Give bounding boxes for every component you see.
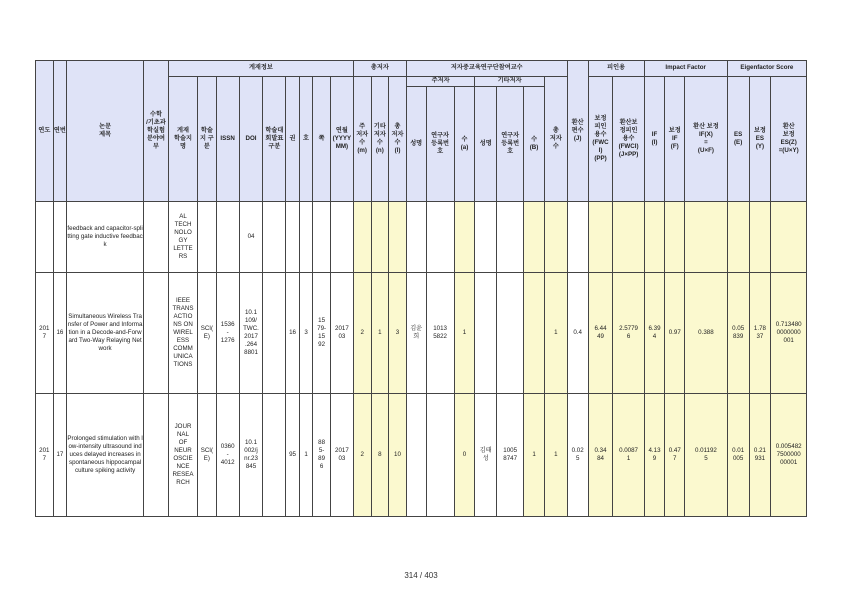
cell-field [144,202,169,273]
cell-seq [53,202,67,273]
header-es-conv: 환산 보정 ES(Z) =(U×Y) [771,77,807,202]
header-volume: 권 [286,77,300,202]
header-total-authors: 총저자 [353,61,406,77]
header-paper-title: 논문 제목 [67,61,144,202]
cell-m: 2 [353,273,371,394]
cell-name1 [406,202,426,273]
cell-fwci: 6.44 49 [588,273,613,394]
cell-tot [544,202,567,273]
cell-issue: 1 [299,394,313,517]
header-count-main: 수 (a) [454,87,475,202]
header-participating: 저자중교육연구단참여교수 [406,61,567,77]
cell-if-conv [685,202,728,273]
cell-es-conv: 0.713480 0000000 001 [771,273,807,394]
header-total-participants: 총 저자 수 [544,77,567,202]
cell-es-conv: 0.005482 7500000 00001 [771,394,807,517]
cell-journal: JOUR NAL OF NEUR OSCIE NCE RESEA RCH [168,394,197,517]
header-fwci: 보정 피인 용수 (FWC I) (PP) [588,77,613,202]
header-if-conv: 환산 보정 IF(X) = (U×F) [685,77,728,202]
cell-n: 1 [371,273,389,394]
cell-journal: IEEE TRANS ACTIO NS ON WIREL ESS COMM UNICA TIONS [168,273,197,394]
cell-pages [313,202,331,273]
cell-l [389,202,407,273]
cell-jtype: SCI( E) [198,273,217,394]
header-other-author-group: 기타저자 [475,77,545,87]
cell-name1: 김윤 희 [406,273,426,394]
header-other-authors: 기타 저자 수 (n) [371,77,389,202]
header-name-other: 성명 [475,87,497,202]
cell-date: 2017 03 [330,273,353,394]
header-pub-info: 게재정보 [168,61,353,77]
cell-date: 2017 03 [330,394,353,517]
cell-es: 0.01 005 [727,394,749,517]
cell-a: 1 [454,273,475,394]
cell-name2 [475,273,497,394]
cell-if-conv: 0.388 [685,273,728,394]
header-if: IF (I) [644,77,665,202]
cell-year: 201 7 [36,273,54,394]
cell-year [36,202,54,273]
cell-vol [286,202,300,273]
cell-title: Simultaneous Wireless Transfer of Power and Information in a Decode-and-Forward Two-Way Relaying Network [67,273,144,394]
cell-b [524,202,545,273]
cell-fwci [588,202,613,273]
cell-es-corr: 1.78 37 [749,273,771,394]
cell-conv: 0.02 5 [567,394,588,517]
header-journal-type: 학술 지 구 분 [198,77,217,202]
cell-date [330,202,353,273]
cell-reg2 [497,202,524,273]
research-output-table [35,60,807,517]
cell-l: 10 [389,394,407,517]
cell-fwci: 0.34 84 [588,394,613,517]
cell-vol: 16 [286,273,300,394]
table-row [36,202,807,273]
cell-jcat [263,202,286,273]
table-row [36,273,807,394]
header-impact-factor: Impact Factor [644,61,727,77]
cell-issn: 1536 - 1276 [216,273,239,394]
cell-if: 6.39 4 [644,273,665,394]
header-field: 수학 /기초과 학실험 분야여 부 [144,61,169,202]
cell-n [371,202,389,273]
cell-es: 0.05 839 [727,273,749,394]
cell-name2 [475,202,497,273]
cell-pages: 15 79- 15 92 [313,273,331,394]
header-seq: 연번 [53,61,67,202]
header-converted: 환산 편수 (J) [567,61,588,202]
header-es: ES (E) [727,77,749,202]
table-row [36,394,807,517]
header-main-author-group: 주저자 [406,77,475,87]
cell-seq: 16 [53,273,67,394]
cell-reg2 [497,273,524,394]
table-body [36,202,807,517]
cell-reg1 [426,202,454,273]
cell-issn: 0360 - 4012 [216,394,239,517]
cell-es-conv [771,202,807,273]
cell-field [144,273,169,394]
cell-conv [567,202,588,273]
cell-jtype: SCI( E) [198,394,217,517]
cell-name2: 김태 성 [475,394,497,517]
header-name-main: 성명 [406,87,426,202]
header-count-other: 수 (B) [524,87,545,202]
cell-n: 8 [371,394,389,517]
cell-jtype [198,202,217,273]
cell-issue: 3 [299,273,313,394]
header-main-authors: 주 저자 수 (m) [353,77,371,202]
cell-journal: AL TECH NOLO GY LETTE RS [168,202,197,273]
cell-m: 2 [353,394,371,517]
header-es-corr: 보정 ES (Y) [749,77,771,202]
cell-if-corr: 0.97 [665,273,685,394]
cell-pages: 88 5- 89 6 [313,394,331,517]
header-citation: 피인용 [588,61,644,77]
header-total-count: 총 저자 수 (l) [389,77,407,202]
cell-issn [216,202,239,273]
cell-doi: 10.1 002/j nr.23 845 [239,394,263,517]
cell-doi: 10.1 109/ TWC. 2017 .264 8801 [239,273,263,394]
cell-title: feedback and capacitor-splitting gate inductive feedback [67,202,144,273]
cell-a [454,202,475,273]
cell-l: 3 [389,273,407,394]
cell-conv: 0.4 [567,273,588,394]
header-conv-fwci: 환산보 정피인 용수 (FWCI) (J×PP) [613,77,644,202]
cell-if [644,202,665,273]
header-reg-main: 연구자 등록번 호 [426,87,454,202]
header-journal-cat: 학술대 회발표 구분 [263,77,286,202]
cell-b [524,273,545,394]
header-journal: 게재 학술지 명 [168,77,197,202]
cell-es-corr: 0.21 931 [749,394,771,517]
header-issn: ISSN [216,77,239,202]
header-doi: DOI [239,77,263,202]
header-pages: 쪽 [313,77,331,202]
cell-if-corr [665,202,685,273]
cell-vol: 95 [286,394,300,517]
cell-b: 1 [524,394,545,517]
cell-seq: 17 [53,394,67,517]
cell-field [144,394,169,517]
cell-jcat [263,394,286,517]
header-eigenfactor: Eigenfactor Score [727,61,806,77]
header-reg-other: 연구자 등록번 호 [497,87,524,202]
cell-reg1: 1013 5822 [426,273,454,394]
cell-issue [299,202,313,273]
page-number: 314 / 403 [404,571,438,580]
cell-title: Prolonged stimulation with low-intensity ultrasound induces delayed increases in spontaneous hippocampal culture spiking activity [67,394,144,517]
header-pub-date: 연월 (YYYY MM) [330,77,353,202]
cell-if-conv: 0.01192 5 [685,394,728,517]
cell-jcat [263,273,286,394]
cell-es [727,202,749,273]
header-issue: 호 [299,77,313,202]
cell-tot: 1 [544,394,567,517]
cell-conv-fwci: 0.0087 1 [613,394,644,517]
cell-if-corr: 0.47 7 [665,394,685,517]
cell-name1 [406,394,426,517]
cell-doi: 04 [239,202,263,273]
cell-m [353,202,371,273]
header-year: 연도 [36,61,54,202]
cell-if: 4.13 9 [644,394,665,517]
cell-reg1 [426,394,454,517]
cell-tot: 1 [544,273,567,394]
cell-conv-fwci: 2.5779 6 [613,273,644,394]
cell-reg2: 1005 8747 [497,394,524,517]
header-if-corr: 보정 IF (F) [665,77,685,202]
cell-a: 0 [454,394,475,517]
cell-conv-fwci [613,202,644,273]
cell-es-corr [749,202,771,273]
cell-year: 201 7 [36,394,54,517]
